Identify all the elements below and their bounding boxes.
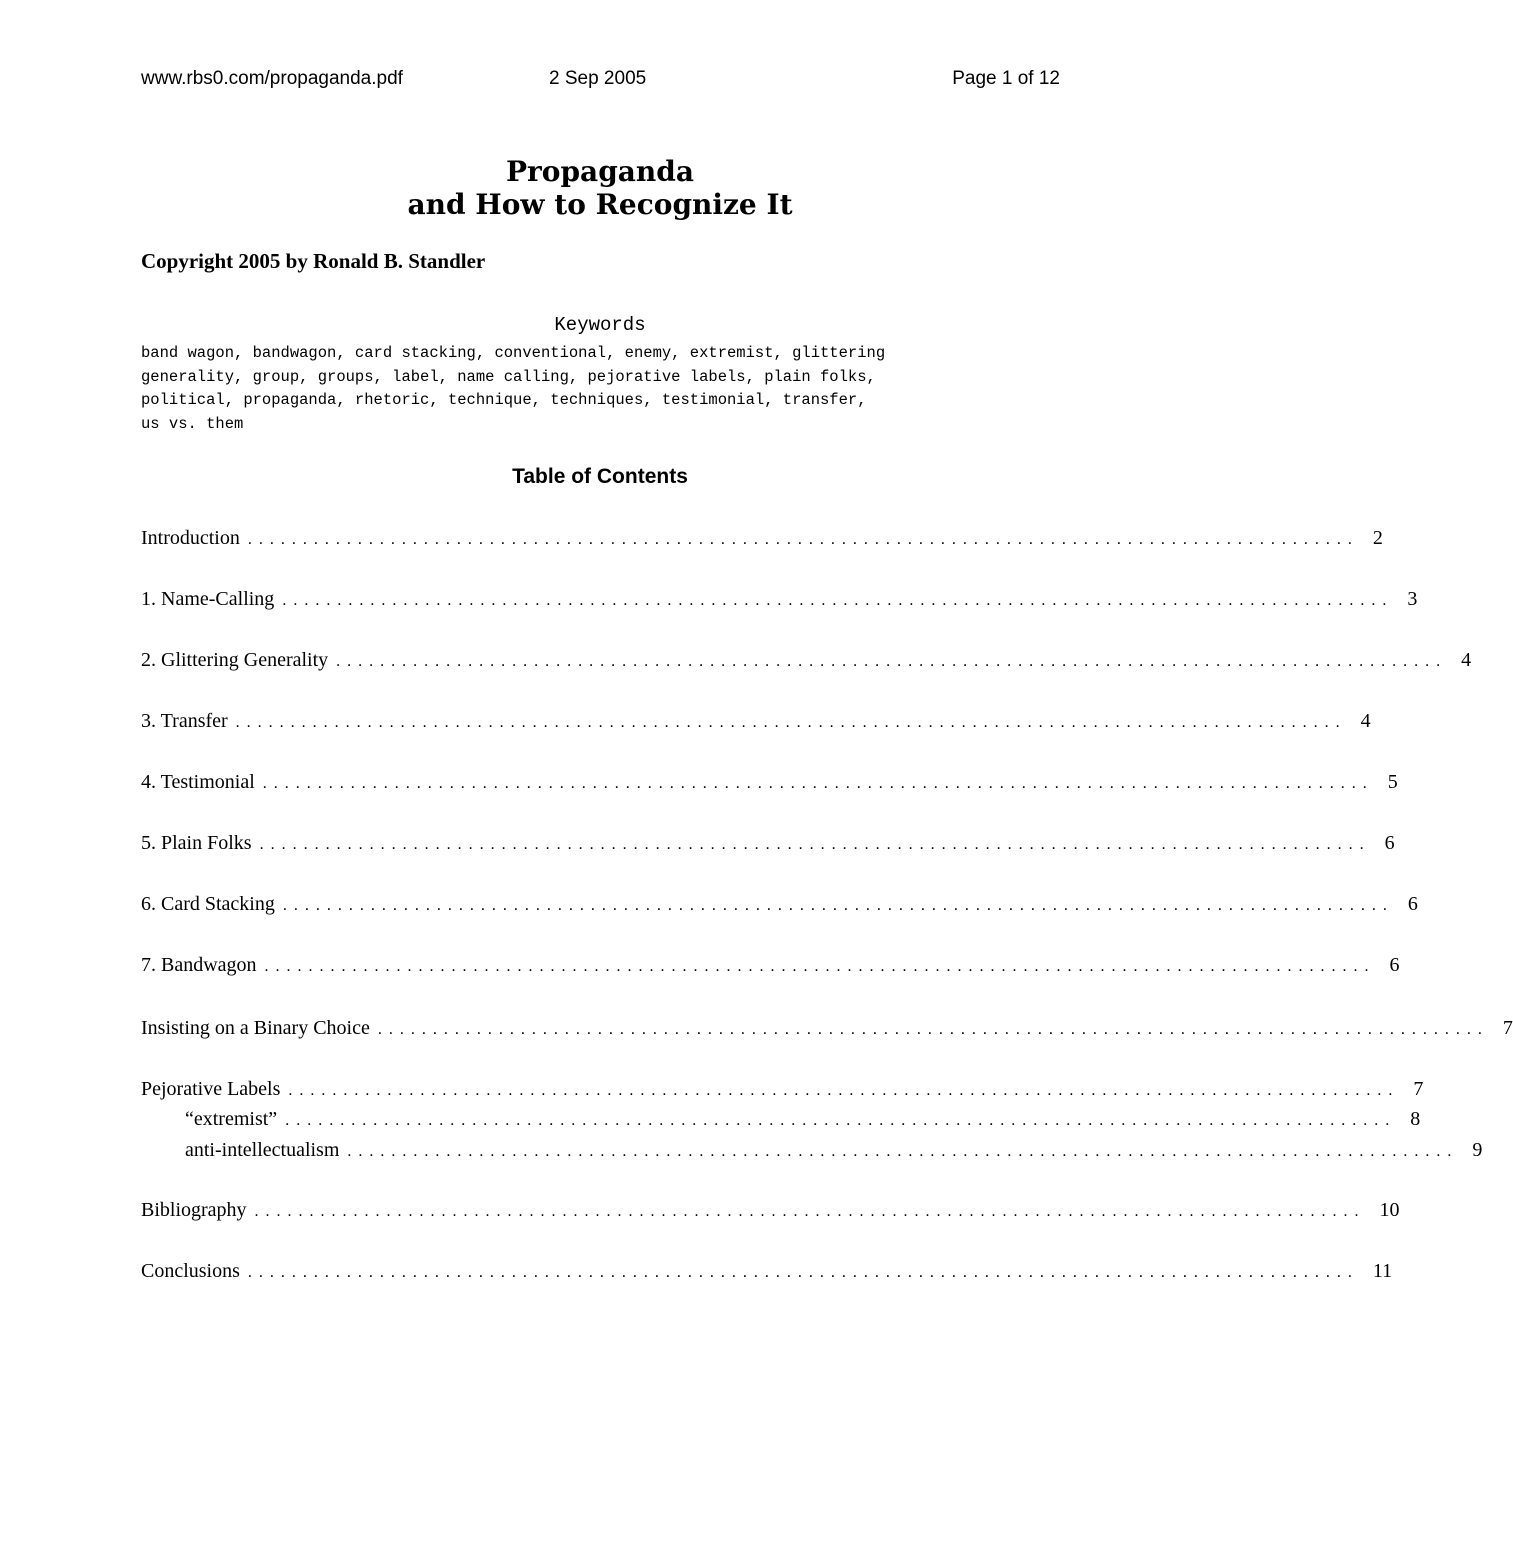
keywords-line: us vs. them — [141, 414, 244, 433]
toc-entry-label: 7. Bandwagon — [141, 954, 257, 976]
toc-entry-page: 6 — [1384, 832, 1395, 854]
toc-entry-page: 3 — [1407, 588, 1418, 610]
header-page-number: Page 1 of 12 — [952, 68, 1060, 89]
toc-entry-page: 7 — [1502, 1017, 1513, 1039]
toc-entry-page: 2 — [1372, 527, 1383, 549]
toc-dot-leader: ..................................................................................................... — [347, 1143, 1459, 1160]
toc-dot-leader: ..................................................................................................... — [288, 1082, 1400, 1099]
toc-entry-introduction[interactable] — [141, 527, 1383, 555]
toc-dot-leader: ..................................................................................................... — [285, 1112, 1397, 1129]
toc-entry-page: 7 — [1413, 1078, 1424, 1100]
toc-entry-glittering-generality[interactable] — [141, 649, 1472, 677]
toc-dot-leader: ..................................................................................................... — [247, 1264, 1359, 1281]
toc-entry-bandwagon[interactable] — [141, 954, 1400, 982]
toc-dot-leader: ..................................................................................................... — [262, 775, 1374, 792]
toc-entry-page: 4 — [1461, 649, 1472, 671]
toc-entry-name-calling[interactable] — [141, 588, 1418, 616]
toc-entry-bibliography[interactable] — [141, 1199, 1400, 1227]
toc-dot-leader: ..................................................................................................... — [254, 1203, 1366, 1220]
toc-entry-page: 8 — [1410, 1108, 1421, 1130]
toc-entry-label: “extremist” — [185, 1108, 278, 1130]
toc-dot-leader: ..................................................................................................... — [264, 958, 1376, 975]
toc-heading: Table of Contents — [512, 465, 688, 488]
toc-entry-label: Conclusions — [141, 1260, 240, 1282]
toc-entry-plain-folks[interactable] — [141, 832, 1395, 860]
copyright-notice: Copyright 2005 by Ronald B. Standler — [141, 249, 486, 273]
toc-entry-label: 5. Plain Folks — [141, 832, 252, 854]
toc-entry-conclusions[interactable] — [141, 1260, 1393, 1288]
keywords-heading: Keywords — [554, 314, 646, 336]
toc-entry-transfer[interactable] — [141, 710, 1371, 738]
document-title — [0, 155, 1200, 221]
keywords-line: band wagon, bandwagon, card stacking, conventional, enemy, extremist, glittering — [141, 344, 886, 362]
toc-entry-label: Bibliography — [141, 1199, 247, 1221]
toc-entry-label: 2. Glittering Generality — [141, 649, 329, 671]
toc-entry-page: 5 — [1387, 771, 1398, 793]
toc-entry-page: 4 — [1360, 710, 1371, 732]
toc-entry-page: 6 — [1407, 893, 1418, 915]
toc-entry-label: Pejorative Labels — [141, 1078, 281, 1100]
toc-dot-leader: ..................................................................................................... — [235, 714, 1347, 731]
toc-dot-leader: ..................................................................................................... — [282, 592, 1394, 609]
title-line-2: and How to Recognize It — [407, 188, 793, 221]
toc-entry-page: 6 — [1389, 954, 1400, 976]
toc-dot-leader: ..................................................................................................... — [247, 531, 1359, 548]
keywords-line: political, propaganda, rhetoric, technique, techniques, testimonial, transfer, — [141, 391, 867, 409]
header-url: www.rbs0.com/propaganda.pdf — [141, 68, 403, 89]
keywords-list — [141, 342, 1011, 436]
toc-entry-binary-choice[interactable] — [141, 1017, 1513, 1045]
toc-entry-label: 6. Card Stacking — [141, 893, 275, 915]
toc-entry-label: anti-intellectualism — [185, 1139, 340, 1161]
toc-dot-leader: ..................................................................................................... — [259, 836, 1371, 853]
toc-entry-pejorative-labels[interactable] — [141, 1078, 1424, 1106]
toc-entry-page: 9 — [1472, 1139, 1483, 1161]
toc-dot-leader: ..................................................................................................... — [336, 653, 1448, 670]
toc-dot-leader: ..................................................................................................... — [377, 1021, 1489, 1038]
toc-entry-page: 11 — [1372, 1260, 1393, 1282]
toc-entry-label: 4. Testimonial — [141, 771, 255, 793]
toc-entry-label: 1. Name-Calling — [141, 588, 275, 610]
toc-entry-label: Insisting on a Binary Choice — [141, 1017, 370, 1039]
toc-dot-leader: ..................................................................................................... — [282, 897, 1394, 914]
header-date: 2 Sep 2005 — [549, 68, 647, 89]
toc-entry-page: 10 — [1379, 1199, 1400, 1221]
toc-entry-card-stacking[interactable] — [141, 893, 1418, 921]
toc-entry-extremist[interactable] — [185, 1108, 1421, 1136]
title-line-1: Propaganda — [505, 155, 694, 188]
page-header — [141, 68, 1060, 98]
toc-entry-anti-intellectualism[interactable] — [185, 1139, 1483, 1167]
keywords-line: generality, group, groups, label, name calling, pejorative labels, plain folks, — [141, 367, 876, 386]
toc-entry-testimonial[interactable] — [141, 771, 1398, 799]
toc-entry-label: Introduction — [141, 527, 240, 549]
toc-entry-label: 3. Transfer — [141, 710, 228, 732]
